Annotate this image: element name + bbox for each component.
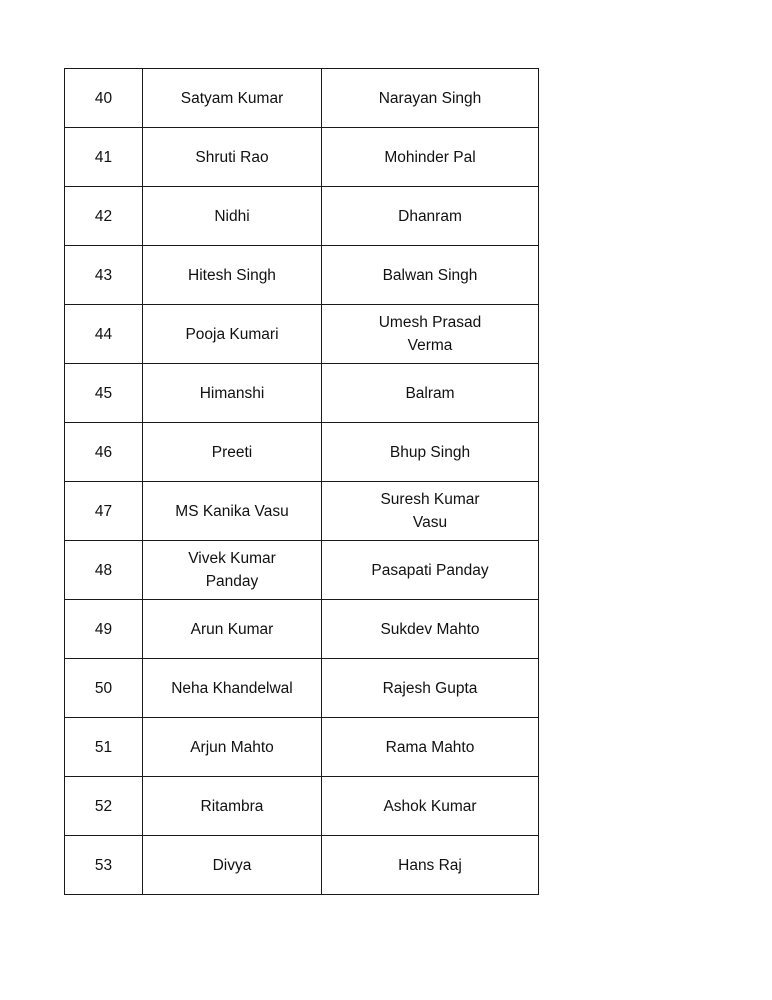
father-name-cell [322,836,539,895]
serial-number: 44 [94,325,113,343]
table-row [65,246,539,305]
person-name: Hitesh Singh [188,266,276,284]
table-row [65,305,539,364]
father-name: Sukdev Mahto [380,620,480,638]
table-row [65,187,539,246]
serial-number-cell [65,187,143,246]
father-name: Balram [405,384,455,402]
person-name: Satyam Kumar [180,89,284,107]
table-row [65,69,539,128]
name-cell [143,659,322,718]
father-name-cell [322,718,539,777]
serial-number-cell [65,836,143,895]
serial-number-cell [65,541,143,600]
person-name: Arun Kumar [190,620,274,638]
name-cell [143,836,322,895]
serial-number-cell [65,718,143,777]
person-name: Preeti [211,443,253,461]
person-name: Himanshi [199,384,265,402]
serial-number-cell [65,659,143,718]
father-name-cell [322,69,539,128]
person-name: Nidhi [214,207,250,225]
name-cell [143,69,322,128]
records-table [64,68,539,895]
serial-number-cell [65,364,143,423]
father-name-cell [322,187,539,246]
name-cell [143,423,322,482]
father-name: Dhanram [398,207,462,225]
serial-number-cell [65,777,143,836]
name-cell [143,364,322,423]
name-cell [143,305,322,364]
name-cell [143,718,322,777]
serial-number: 46 [94,443,113,461]
table-row [65,423,539,482]
serial-number-cell [65,482,143,541]
father-name: Suresh Kumar Vasu [380,491,480,531]
table-row [65,128,539,187]
serial-number: 48 [94,561,113,579]
serial-number-cell [65,305,143,364]
name-cell [143,600,322,659]
name-cell [143,128,322,187]
table-row [65,541,539,600]
serial-number: 49 [94,620,113,638]
serial-number: 50 [94,679,113,697]
father-name: Hans Raj [398,856,462,874]
father-name-cell [322,305,539,364]
father-name: Umesh Prasad Verma [378,314,482,354]
father-name-cell [322,777,539,836]
serial-number-cell [65,246,143,305]
name-cell [143,482,322,541]
person-name: Divya [212,856,252,874]
person-name: Pooja Kumari [185,325,279,343]
father-name-cell [322,128,539,187]
father-name: Balwan Singh [382,266,478,284]
table-row [65,482,539,541]
serial-number-cell [65,600,143,659]
person-name: Shruti Rao [195,148,269,166]
serial-number: 41 [94,148,113,166]
father-name-cell [322,246,539,305]
father-name-cell [322,423,539,482]
person-name: Neha Khandelwal [171,679,293,697]
name-cell [143,187,322,246]
serial-number: 40 [94,89,113,107]
father-name: Rajesh Gupta [382,679,478,697]
serial-number: 42 [94,207,113,225]
serial-number: 53 [94,856,113,874]
father-name: Pasapati Panday [371,561,489,579]
serial-number-cell [65,128,143,187]
serial-number-cell [65,423,143,482]
father-name-cell [322,600,539,659]
records-table-body [65,69,539,895]
father-name: Narayan Singh [378,89,482,107]
table-row [65,364,539,423]
name-cell [143,246,322,305]
table-row [65,777,539,836]
father-name-cell [322,364,539,423]
serial-number: 45 [94,384,113,402]
serial-number: 47 [94,502,113,520]
name-cell [143,541,322,600]
father-name: Mohinder Pal [384,148,476,166]
table-row [65,659,539,718]
person-name: Ritambra [200,797,264,815]
father-name-cell [322,541,539,600]
name-cell [143,777,322,836]
father-name-cell [322,482,539,541]
person-name: MS Kanika Vasu [175,502,289,520]
table-row [65,836,539,895]
father-name-cell [322,659,539,718]
table-row [65,718,539,777]
person-name: Vivek Kumar Panday [188,550,276,590]
father-name: Ashok Kumar [383,797,477,815]
table-row [65,600,539,659]
father-name: Bhup Singh [389,443,471,461]
father-name: Rama Mahto [385,738,475,756]
serial-number: 43 [94,266,113,284]
serial-number: 51 [94,738,113,756]
serial-number-cell [65,69,143,128]
person-name: Arjun Mahto [190,738,274,756]
serial-number: 52 [94,797,113,815]
